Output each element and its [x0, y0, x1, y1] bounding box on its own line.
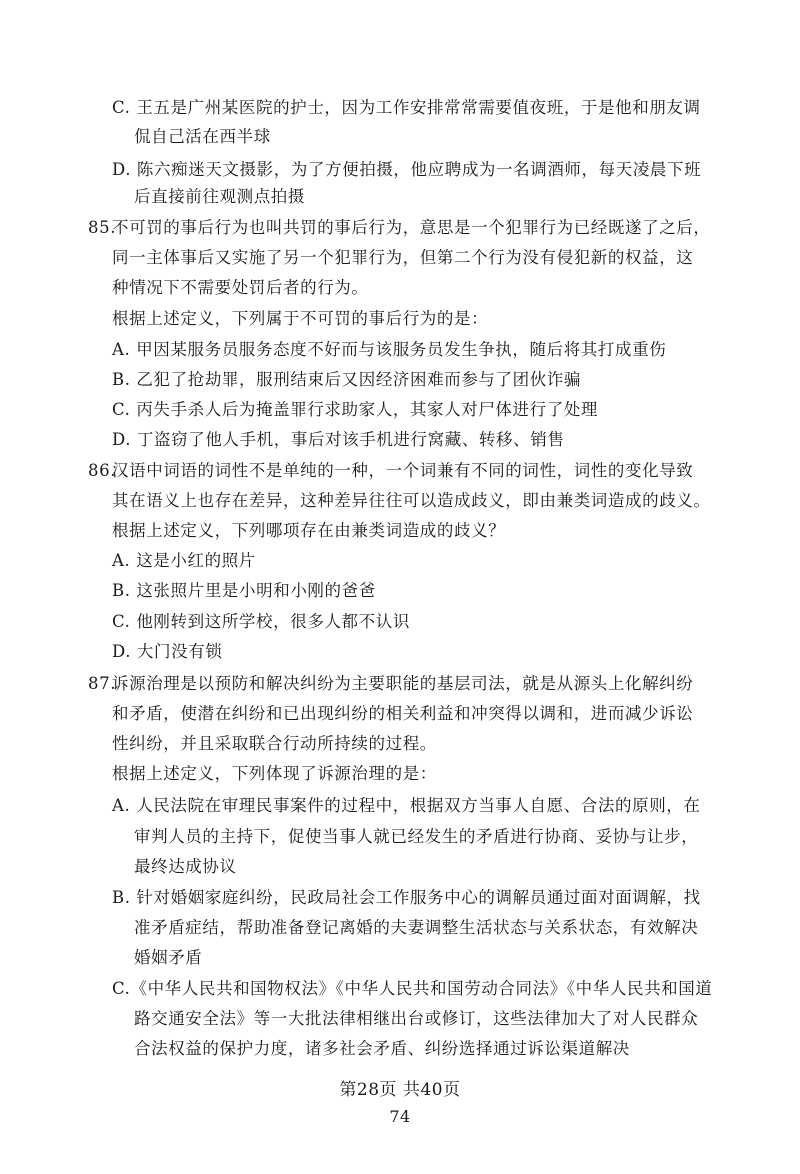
question-87-option-c-line-1: C.《中华人民共和国物权法》《中华人民共和国劳动合同法》《中华人民共和国道 — [112, 979, 713, 998]
question-87-option-c-line-3: 合法权益的保护力度，诸多社会矛盾、纠纷选择通过诉讼渠道解决 — [134, 1039, 630, 1058]
question-85-option-d: D. 丁盗窃了他人手机，事后对该手机进行窝藏、转移、销售 — [112, 430, 565, 449]
question-87-option-b-line-3: 婚姻矛盾 — [134, 948, 203, 967]
question-85-stem-line-1: 不可罚的事后行为也叫共罚的事后行为，意思是一个犯罪行为已经既遂了之后， — [112, 218, 711, 237]
question-87-number: 87. — [88, 674, 117, 693]
question-86-number: 86. — [88, 461, 117, 480]
question-87-option-c-line-2: 路交通安全法》等一大批法律相继出台或修订，这些法律加大了对人民群众 — [134, 1009, 699, 1028]
question-85-option-b: B. 乙犯了抢劫罪，服刑结束后又因经济困难而参与了团伙诈骗 — [112, 370, 582, 389]
question-86-option-b: B. 这张照片里是小明和小刚的爸爸 — [112, 581, 376, 600]
question-86-option-a: A. 这是小红的照片 — [112, 551, 256, 570]
question-85-option-c: C. 丙失手杀人后为掩盖罪行求助家人，其家人对尸体进行了处理 — [112, 400, 599, 419]
question-86-stem-line-1: 汉语中词语的词性不是单纯的一种，一个词兼有不同的词性，词性的变化导致 — [112, 461, 694, 480]
question-86-option-d: D. 大门没有锁 — [112, 642, 223, 661]
question-87-option-b-line-1: B. 针对婚姻家庭纠纷，民政局社会工作服务中心的调解员通过面对面调解，找 — [112, 888, 701, 907]
page-number: 74 — [389, 1107, 411, 1126]
question-87-option-b-line-2: 准矛盾症结，帮助准备登记离婚的夫妻调整生活状态与关系状态，有效解决 — [134, 918, 699, 937]
option-84-d-line-1: D. 陈六痴迷天文摄影，为了方便拍摄，他应聘成为一名调酒师，每天凌晨下班 — [112, 160, 702, 179]
question-85-stem-line-2: 同一主体事后又实施了另一个犯罪行为，但第二个行为没有侵犯新的权益，这 — [112, 248, 694, 267]
question-87-stem-line-1: 诉源治理是以预防和解决纠纷为主要职能的基层司法，就是从源头上化解纠纷 — [112, 674, 694, 693]
question-87-option-a-line-1: A. 人民法院在审理民事案件的过程中，根据双方当事人自愿、合法的原则，在 — [112, 796, 701, 815]
page-label: 第28页 共40页 — [339, 1080, 461, 1100]
option-84-c-line-1: C. 王五是广州某医院的护士，因为工作安排常常需要值夜班，于是他和朋友调 — [112, 98, 701, 117]
question-87-prompt: 根据上述定义，下列体现了诉源治理的是： — [112, 764, 437, 783]
option-84-c-line-2: 侃自己活在西半球 — [134, 127, 271, 146]
question-85-stem-line-3: 种情况下不需要处罚后者的行为。 — [112, 278, 369, 297]
question-85-option-a: A. 甲因某服务员服务态度不好而与该服务员发生争执，随后将其打成重伤 — [112, 340, 667, 359]
question-86-prompt: 根据上述定义，下列哪项存在由兼类词造成的歧义？ — [112, 521, 506, 540]
question-86-stem-line-2: 其在语义上也存在差异，这种差异往往可以造成歧义，即由兼类词造成的歧义。 — [112, 491, 711, 510]
option-84-d-line-2: 后直接前往观测点拍摄 — [134, 187, 305, 206]
question-87-stem-line-3: 性纠纷，并且采取联合行动所持续的过程。 — [112, 734, 437, 753]
question-87-stem-line-2: 和矛盾，使潜在纠纷和已出现纠纷的相关利益和冲突得以调和，进而减少诉讼 — [112, 704, 694, 723]
question-87-option-a-line-3: 最终达成协议 — [134, 857, 237, 876]
question-85-prompt: 根据上述定义，下列属于不可罚的事后行为的是： — [112, 309, 489, 328]
question-85-number: 85. — [88, 218, 117, 237]
question-86-option-c: C. 他刚转到这所学校，很多人都不认识 — [112, 612, 410, 631]
question-87-option-a-line-2: 审判人员的主持下，促使当事人就已经发生的矛盾进行协商、妥协与让步， — [134, 827, 699, 846]
